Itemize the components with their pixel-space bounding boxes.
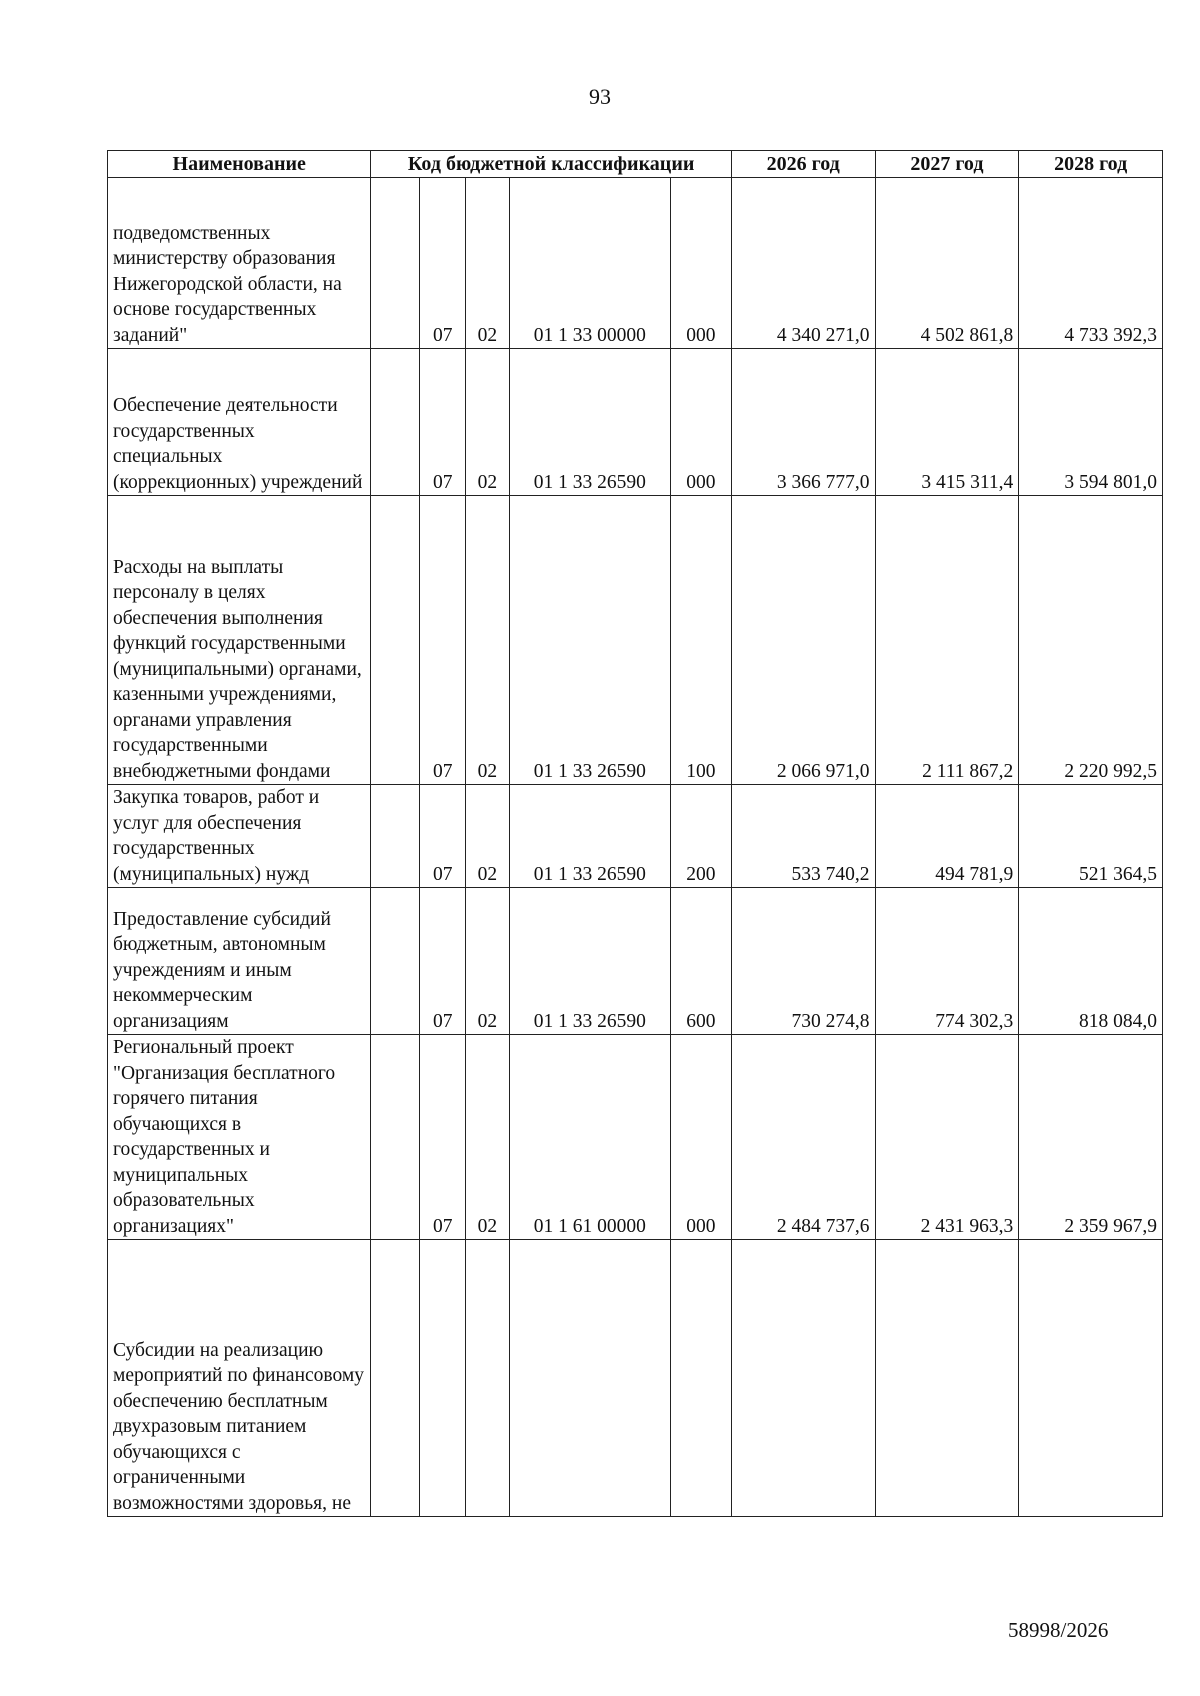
amount-2028: 818 084,0	[1019, 888, 1163, 1035]
amount-2027: 494 781,9	[875, 785, 1019, 888]
amount-2026: 533 740,2	[731, 785, 875, 888]
code-target-article: 01 1 33 26590	[509, 496, 670, 785]
amount-2026: 730 274,8	[731, 888, 875, 1035]
amount-2026: 2 484 737,6	[731, 1035, 875, 1240]
code-expense-type: 000	[670, 349, 731, 496]
code-subsection	[466, 1240, 510, 1517]
code-part-1	[371, 1035, 420, 1240]
code-expense-type	[670, 1240, 731, 1517]
code-subsection: 02	[466, 888, 510, 1035]
code-section: 07	[420, 888, 466, 1035]
code-target-article: 01 1 33 26590	[509, 785, 670, 888]
code-part-1	[371, 1240, 420, 1517]
code-expense-type: 200	[670, 785, 731, 888]
code-part-1	[371, 888, 420, 1035]
code-subsection: 02	[466, 349, 510, 496]
code-part-1	[371, 178, 420, 349]
code-section: 07	[420, 496, 466, 785]
code-target-article: 01 1 61 00000	[509, 1035, 670, 1240]
header-budget-code: Код бюджетной классификации	[371, 151, 731, 178]
row-name: Обеспечение деятельности государственных специальных (коррекционных) учреждений	[108, 349, 371, 496]
amount-2028: 4 733 392,3	[1019, 178, 1163, 349]
amount-2027: 774 302,3	[875, 888, 1019, 1035]
amount-2027: 2 111 867,2	[875, 496, 1019, 785]
code-target-article	[509, 1240, 670, 1517]
code-part-1	[371, 496, 420, 785]
code-expense-type: 000	[670, 1035, 731, 1240]
table-row	[108, 349, 1163, 496]
code-section: 07	[420, 178, 466, 349]
table-row	[108, 496, 1163, 785]
row-name: подведомственных министерству образования Нижегородской области, на основе государственных заданий"	[108, 178, 371, 349]
amount-2028: 521 364,5	[1019, 785, 1163, 888]
amount-2026	[731, 1240, 875, 1517]
amount-2027: 2 431 963,3	[875, 1035, 1019, 1240]
row-name: Региональный проект "Организация бесплатного горячего питания обучающихся в государственных и муниципальных образовательных организациях"	[108, 1035, 371, 1240]
code-section: 07	[420, 1035, 466, 1240]
page-number: 93	[589, 84, 611, 109]
header-name: Наименование	[108, 151, 371, 178]
code-subsection: 02	[466, 785, 510, 888]
row-name: Расходы на выплаты персоналу в целях обеспечения выполнения функций государственными (муниципальными) органами, казенными учреждениями, органами управления государственными внебюджетными фондами	[108, 496, 371, 785]
document-code: 58998/2026	[1008, 1618, 1109, 1642]
amount-2027: 3 415 311,4	[875, 349, 1019, 496]
table-row	[108, 1240, 1163, 1517]
amount-2026: 3 366 777,0	[731, 349, 875, 496]
code-part-1	[371, 785, 420, 888]
amount-2026: 2 066 971,0	[731, 496, 875, 785]
amount-2028	[1019, 1240, 1163, 1517]
code-target-article: 01 1 33 00000	[509, 178, 670, 349]
code-part-1	[371, 349, 420, 496]
row-name: Предоставление субсидий бюджетным, автономным учреждениям и иным некоммерческим организациям	[108, 888, 371, 1035]
table-header-row	[108, 151, 1163, 178]
amount-2028: 3 594 801,0	[1019, 349, 1163, 496]
code-expense-type: 100	[670, 496, 731, 785]
table-row	[108, 888, 1163, 1035]
row-name: Закупка товаров, работ и услуг для обеспечения государственных (муниципальных) нужд	[108, 785, 371, 888]
header-2027: 2027 год	[875, 151, 1019, 178]
code-section	[420, 1240, 466, 1517]
code-expense-type: 600	[670, 888, 731, 1035]
header-2028: 2028 год	[1019, 151, 1163, 178]
code-target-article: 01 1 33 26590	[509, 349, 670, 496]
code-section: 07	[420, 785, 466, 888]
table-row	[108, 1035, 1163, 1240]
code-target-article: 01 1 33 26590	[509, 888, 670, 1035]
table-row	[108, 178, 1163, 349]
code-subsection: 02	[466, 178, 510, 349]
budget-table	[107, 150, 1163, 1517]
amount-2028: 2 220 992,5	[1019, 496, 1163, 785]
code-subsection: 02	[466, 496, 510, 785]
header-2026: 2026 год	[731, 151, 875, 178]
code-subsection: 02	[466, 1035, 510, 1240]
code-section: 07	[420, 349, 466, 496]
amount-2027	[875, 1240, 1019, 1517]
amount-2027: 4 502 861,8	[875, 178, 1019, 349]
table-row	[108, 785, 1163, 888]
amount-2028: 2 359 967,9	[1019, 1035, 1163, 1240]
code-expense-type: 000	[670, 178, 731, 349]
amount-2026: 4 340 271,0	[731, 178, 875, 349]
row-name: Субсидии на реализацию мероприятий по финансовому обеспечению бесплатным двухразовым питанием обучающихся с ограниченными возможностями здоровья, не	[108, 1240, 371, 1517]
